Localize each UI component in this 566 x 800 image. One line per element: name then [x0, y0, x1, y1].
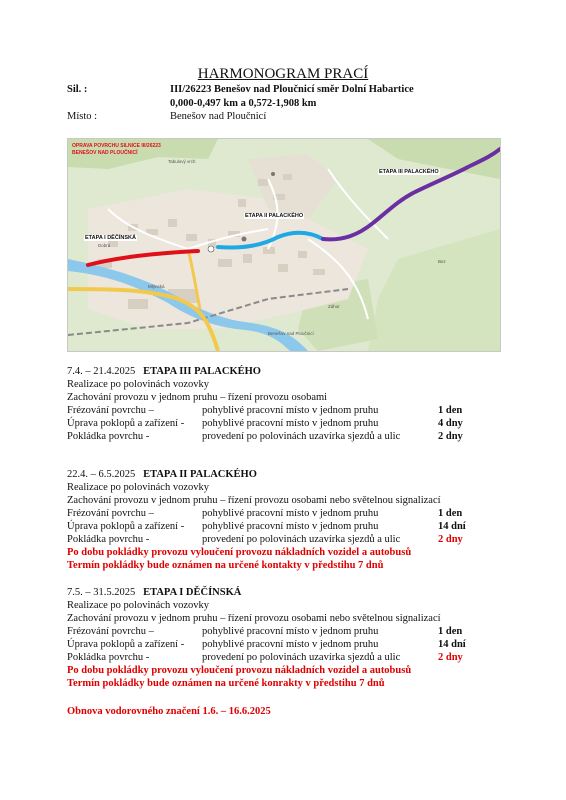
task-name: Úprava poklopů a zařízení - [67, 418, 185, 429]
task-duration: 4 dny [438, 418, 463, 429]
km-range: 0,000-0,497 km a 0,572-1,908 km [170, 98, 317, 109]
section-line: Zachování provozu v jednom pruhu – řízení provozu osobami nebo světelnou signalizací [67, 495, 441, 506]
section-name: ETAPA II PALACKÉHO [143, 469, 257, 480]
map-place-label: Dobrá [98, 243, 111, 248]
task-duration: 2 dny [438, 534, 463, 545]
section-name: ETAPA I DĚČÍNSKÁ [143, 587, 242, 598]
section-line: Realizace po polovinách vozovky [67, 379, 209, 390]
section-line: Zachování provozu v jednom pruhu – řízení provozu osobami [67, 392, 328, 403]
task-desc: pohyblivé pracovní místo v jednom pruhu [202, 405, 379, 416]
map-place-label: Tabulový vrch [168, 159, 196, 164]
section-heading [67, 366, 261, 377]
section-name: ETAPA III PALACKÉHO [143, 366, 261, 377]
task-desc: pohyblivé pracovní místo v jednom pruhu [202, 418, 379, 429]
section-note: Po dobu pokládky provozu vyloučení provozu nákladních vozidel a autobusů [67, 547, 412, 558]
map-place-label: Bez [438, 259, 446, 264]
map-legend-line1: OPRAVA POVRCHU SILNICE III/26223 [72, 143, 161, 149]
section-heading [67, 469, 257, 480]
section-dates: 22.4. – 6.5.2025 [67, 469, 136, 480]
task-desc: pohyblivé pracovní místo v jednom pruhu [202, 626, 379, 637]
section-heading [67, 587, 241, 598]
section-line: Realizace po polovinách vozovky [67, 600, 209, 611]
section-note: Termín pokládky bude oznámen na určené konrakty v předstihu 7 dnů [67, 678, 385, 689]
task-desc: provedení po polovinách uzavírka sjezdů a ulic [202, 431, 401, 442]
task-name: Úprava poklopů a zařízení - [67, 639, 185, 650]
map-place-label: Mlýnská [148, 284, 165, 289]
map-legend-line2: BENEŠOV NAD PLOUČNICÍ [72, 150, 138, 156]
section-dates: 7.5. – 31.5.2025 [67, 587, 136, 598]
task-duration: 1 den [438, 626, 463, 637]
task-desc: pohyblivé pracovní místo v jednom pruhu [202, 639, 379, 650]
task-name: Pokládka povrchu - [67, 652, 150, 663]
task-name: Frézování povrchu – [67, 405, 154, 416]
task-desc: provedení po polovinách uzavírka sjezdů a ulic [202, 652, 401, 663]
task-duration: 1 den [438, 405, 463, 416]
task-duration: 14 dní [438, 521, 466, 532]
map-label-stage3: ETAPA III PALACKÉHO [379, 169, 439, 175]
sil-label: Sil. : [67, 84, 88, 95]
task-name: Pokládka povrchu - [67, 534, 150, 545]
section-note: Termín pokládky bude oznámen na určené kontakty v předstihu 7 dnů [67, 560, 384, 571]
map-place-label: Záhor [328, 304, 340, 309]
task-desc: pohyblivé pracovní místo v jednom pruhu [202, 521, 379, 532]
task-name: Frézování povrchu – [67, 508, 154, 519]
map-label-stage2: ETAPA II PALACKÉHO [245, 213, 304, 219]
task-name: Úprava poklopů a zařízení - [67, 521, 185, 532]
task-duration: 2 dny [438, 652, 463, 663]
misto-label: Místo : [67, 111, 98, 122]
task-desc: provedení po polovinách uzavírka sjezdů a ulic [202, 534, 401, 545]
task-name: Pokládka povrchu - [67, 431, 150, 442]
section-line: Realizace po polovinách vozovky [67, 482, 209, 493]
route-map [67, 138, 501, 352]
task-name: Frézování povrchu – [67, 626, 154, 637]
task-desc: pohyblivé pracovní místo v jednom pruhu [202, 508, 379, 519]
map-legend [72, 143, 161, 157]
footer-note: Obnova vodorovného značení 1.6. – 16.6.2025 [67, 706, 271, 717]
map-place-label: Benešov nad Ploučnicí [268, 331, 314, 336]
task-duration: 2 dny [438, 431, 463, 442]
task-duration: 1 den [438, 508, 463, 519]
road-designation: III/26223 Benešov nad Ploučnicí směr Dolní Habartice [170, 84, 414, 95]
page-title: HARMONOGRAM PRACÍ [197, 66, 369, 82]
task-duration: 14 dní [438, 639, 466, 650]
section-dates: 7.4. – 21.4.2025 [67, 366, 136, 377]
map-label-stage1: ETAPA I DĚČÍNSKÁ [85, 235, 136, 241]
section-line: Zachování provozu v jednom pruhu – řízení provozu osobami nebo světelnou signalizací [67, 613, 441, 624]
misto-value: Benešov nad Ploučnicí [170, 111, 267, 122]
section-note: Po dobu pokládky provozu vyloučení provozu nákladních vozidel a autobusů [67, 665, 412, 676]
